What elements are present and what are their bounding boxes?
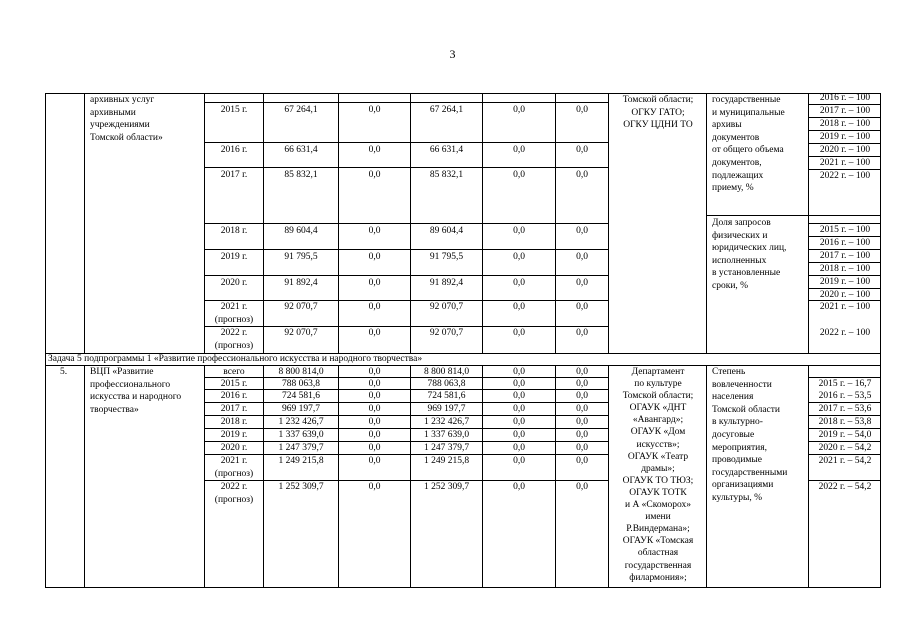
text-line: организациями [712, 480, 774, 491]
federal-cell: 0,0 [368, 404, 381, 414]
total-cell: 788 063,8 [282, 379, 320, 389]
regional-cell: 1 232 426,7 [423, 417, 470, 427]
year-cell: 2017 г. [220, 170, 248, 180]
federal-cell: 0,0 [368, 105, 381, 115]
local-cell: 0,0 [513, 482, 525, 492]
block2-value-8: 2022 г. – 54,2 [818, 482, 872, 492]
block2-value-4: 2018 г. – 53,8 [818, 417, 872, 427]
text-line: и А «Скоморох» [624, 500, 691, 511]
regional-cell: 788 063,8 [427, 379, 466, 389]
block1-value-5: 2020 г. – 100 [819, 145, 871, 155]
other-cell: 0,0 [576, 278, 588, 288]
total-cell: 724 581,6 [282, 391, 320, 401]
federal-cell: 0,0 [368, 391, 381, 401]
local-cell: 0,0 [513, 105, 525, 115]
text-line: государственные [712, 95, 781, 105]
year-label: 2022 г. [220, 482, 248, 492]
block1-indicator2 [712, 217, 786, 293]
regional-cell: 1 252 309,7 [423, 482, 470, 492]
block2-value-5: 2019 г. – 54,0 [818, 430, 872, 440]
text-line: ОГАУК ТО ТЮЗ; [622, 475, 694, 486]
text-line: и муниципальные [712, 107, 785, 118]
other-cell: 0,0 [576, 105, 588, 115]
text-line: в установленные [712, 268, 781, 279]
regional-cell: 1 247 379,7 [423, 443, 470, 453]
federal-cell: 0,0 [368, 278, 381, 288]
block1-value2-5: 2019 г. – 100 [819, 277, 871, 287]
year-cell: 2015 г. [220, 379, 248, 389]
text-line: ОГАУК «Томская [622, 536, 694, 547]
text-line: Департамент [631, 367, 685, 377]
local-cell: 0,0 [513, 302, 525, 312]
text-line: населения [712, 392, 754, 403]
block1-value2-2: 2016 г. – 100 [819, 238, 871, 248]
text-line: Томской области; [622, 391, 694, 402]
text-line: ОГКУ ЦДНИ ТО [623, 120, 693, 131]
local-cell: 0,0 [513, 367, 525, 377]
block2-value-3: 2017 г. – 53,6 [818, 404, 872, 414]
federal-cell: 0,0 [368, 379, 381, 389]
total-cell: 91 795,5 [284, 252, 318, 262]
page-number: 3 [449, 47, 456, 61]
federal-cell: 0,0 [368, 252, 381, 262]
other-cell: 0,0 [576, 482, 588, 492]
other-cell: 0,0 [576, 302, 588, 312]
block1-value-1: 2016 г. – 100 [819, 93, 871, 103]
text-line: культуры, % [712, 492, 763, 503]
forecast-label: (прогноз) [214, 340, 254, 351]
text-line: в культурно- [712, 417, 763, 428]
block1-value-6: 2021 г. – 100 [819, 158, 871, 168]
text-line: Томской области [712, 404, 780, 415]
block2-value-6: 2020 г. – 54,2 [818, 443, 872, 453]
text-line: сроки, % [712, 280, 749, 291]
block1-value2-3: 2017 г. – 100 [819, 251, 871, 261]
other-cell: 0,0 [576, 367, 588, 377]
local-cell: 0,0 [513, 379, 525, 389]
text-line: Степень [712, 367, 746, 377]
federal-cell: 0,0 [368, 367, 381, 377]
regional-cell: 89 604,4 [429, 226, 464, 236]
text-line: ОГАУК «Театр [627, 451, 689, 462]
year-cell: 2019 г. [220, 430, 248, 440]
block1-value2-6: 2020 г. – 100 [819, 290, 871, 300]
local-cell: 0,0 [513, 278, 525, 288]
text-line: ОГКУ ГАТО; [631, 107, 685, 118]
regional-cell: 1 249 215,8 [423, 456, 470, 466]
regional-cell: 724 581,6 [427, 391, 466, 401]
other-cell: 0,0 [576, 328, 588, 338]
other-cell: 0,0 [576, 443, 588, 453]
text-line: мероприятия, [712, 442, 767, 453]
total-cell: 92 070,7 [284, 328, 318, 338]
text-line: приему, % [712, 183, 754, 194]
total-cell: 8 800 814,0 [278, 367, 324, 377]
year-cell: 2018 г. [220, 226, 248, 236]
federal-cell: 0,0 [368, 456, 381, 466]
regional-cell: 67 264,1 [429, 105, 464, 115]
text-line: искусств»; [636, 439, 680, 450]
federal-cell: 0,0 [368, 430, 381, 440]
block2-executor [609, 366, 707, 584]
local-cell: 0,0 [513, 443, 525, 453]
year-cell: 2020 г. [220, 278, 248, 288]
text-line: ВЦП «Развитие [90, 367, 154, 377]
total-cell: 91 892,4 [284, 278, 318, 288]
local-cell: 0,0 [513, 404, 525, 414]
federal-cell: 0,0 [368, 145, 381, 155]
total-cell: 969 197,7 [282, 404, 320, 414]
text-line: вовлеченности [712, 379, 772, 390]
text-line: документов [712, 132, 760, 143]
row-number: 5. [60, 367, 68, 377]
regional-cell: 92 070,7 [429, 302, 464, 312]
year-label: 2021 г. [220, 302, 248, 312]
text-line: государственная [624, 560, 692, 571]
text-line: документов, [712, 157, 762, 168]
local-cell: 0,0 [513, 430, 525, 440]
year-cell: 2017 г. [220, 404, 248, 414]
text-line: имени [645, 512, 671, 523]
text-line: ОГАУК «Дом [630, 427, 686, 438]
text-line: досуговые [712, 429, 755, 440]
text-line: архивы [712, 120, 742, 131]
block2-value-2: 2016 г. – 53,5 [818, 391, 872, 401]
text-line: Томской области» [90, 132, 163, 143]
block1-indicator1 [712, 94, 785, 195]
block1-value-3: 2018 г. – 100 [819, 119, 871, 129]
regional-cell: 92 070,7 [429, 328, 464, 338]
text-line: областная [637, 548, 679, 559]
federal-cell: 0,0 [368, 226, 381, 236]
year-cell [205, 481, 263, 506]
regional-cell: 85 832,1 [429, 170, 464, 180]
total-cell: 92 070,7 [284, 302, 318, 312]
total-cell: 1 249 215,8 [278, 456, 324, 466]
text-line: творчества» [90, 404, 139, 415]
text-line: профессионального [90, 379, 171, 390]
year-cell: 2016 г. [220, 391, 248, 401]
local-cell: 0,0 [513, 170, 525, 180]
year-cell: всего [223, 367, 245, 377]
text-line: физических и [712, 230, 768, 241]
text-line: ОГАУК ТОТК [629, 487, 687, 498]
block2-value-7: 2021 г. – 54,2 [818, 456, 872, 466]
federal-cell: 0,0 [368, 170, 381, 180]
year-cell: 2016 г. [220, 145, 248, 155]
year-cell: 2018 г. [220, 417, 248, 427]
local-cell: 0,0 [513, 252, 525, 262]
year-cell [205, 327, 263, 352]
other-cell: 0,0 [576, 226, 588, 236]
local-cell: 0,0 [513, 328, 525, 338]
total-cell: 1 337 639,0 [278, 430, 324, 440]
regional-cell: 66 631,4 [429, 145, 464, 155]
other-cell: 0,0 [576, 456, 588, 466]
text-line: искусства и народного [90, 392, 182, 403]
text-line: проводимые [712, 455, 763, 466]
other-cell: 0,0 [576, 379, 588, 389]
regional-cell: 969 197,7 [427, 404, 466, 414]
year-cell: 2020 г. [220, 443, 248, 453]
task-heading: Задача 5 подпрограммы 1 «Развитие профессионального искусства и народного творчества» [48, 354, 423, 364]
text-line: архивными [90, 107, 136, 118]
local-cell: 0,0 [513, 417, 525, 427]
other-cell: 0,0 [576, 170, 588, 180]
text-line: государственными [712, 467, 788, 478]
block1-value-2: 2017 г. – 100 [819, 106, 871, 116]
text-line: юридических лиц, [712, 243, 787, 254]
total-cell: 89 604,4 [284, 226, 318, 236]
federal-cell: 0,0 [368, 328, 381, 338]
text-line: филармония»; [629, 572, 687, 583]
block1-value2-7: 2021 г. – 100 [819, 302, 871, 312]
federal-cell: 0,0 [368, 417, 381, 427]
regional-cell: 1 337 639,0 [423, 430, 470, 440]
total-cell: 1 247 379,7 [278, 443, 324, 453]
block1-executor [609, 94, 707, 132]
other-cell: 0,0 [576, 417, 588, 427]
other-cell: 0,0 [576, 404, 588, 414]
year-cell: 2015 г. [220, 105, 248, 115]
local-cell: 0,0 [513, 391, 525, 401]
year-cell: 2019 г. [220, 252, 248, 262]
regional-cell: 91 892,4 [429, 278, 464, 288]
year-cell [205, 455, 263, 480]
block2-indicator [712, 366, 787, 505]
forecast-label: (прогноз) [214, 314, 254, 325]
other-cell: 0,0 [576, 430, 588, 440]
regional-cell: 8 800 814,0 [423, 367, 470, 377]
text-line: ОГАУК «ДНТ [629, 403, 687, 414]
regional-cell: 91 795,5 [429, 252, 464, 262]
text-line: Доля запросов [712, 218, 771, 228]
text-line: учреждениями [90, 120, 150, 131]
text-line: «Авангард»; [632, 415, 684, 426]
block1-service-name [90, 94, 163, 144]
total-cell: 85 832,1 [284, 170, 318, 180]
text-line: Томской области; [622, 95, 694, 105]
other-cell: 0,0 [576, 145, 588, 155]
text-line: исполненных [712, 255, 767, 266]
total-cell: 66 631,4 [284, 145, 318, 155]
other-cell: 0,0 [576, 391, 588, 401]
block2-program-name [90, 366, 181, 416]
block1-value-4: 2019 г. – 100 [819, 132, 871, 142]
local-cell: 0,0 [513, 145, 525, 155]
other-cell: 0,0 [576, 252, 588, 262]
text-line: Р.Виндермана»; [626, 524, 690, 535]
text-line: от общего объема [712, 145, 784, 156]
block1-value2-1: 2015 г. – 100 [819, 225, 871, 235]
forecast-label: (прогноз) [214, 494, 254, 505]
forecast-label: (прогноз) [214, 468, 254, 479]
text-line: архивных услуг [90, 95, 155, 105]
block1-value-7: 2022 г. – 100 [819, 171, 871, 181]
year-label: 2021 г. [220, 456, 248, 466]
year-cell [205, 301, 263, 326]
local-cell: 0,0 [513, 226, 525, 236]
total-cell: 1 232 426,7 [278, 417, 324, 427]
block1-value2-8: 2022 г. – 100 [819, 328, 871, 338]
block2-value-1: 2015 г. – 16,7 [818, 379, 872, 389]
year-label: 2022 г. [220, 328, 248, 338]
total-cell: 1 252 309,7 [278, 482, 324, 492]
total-cell: 67 264,1 [284, 105, 318, 115]
federal-cell: 0,0 [368, 482, 381, 492]
text-line: по культуре [634, 379, 682, 390]
text-line: подлежащих [712, 170, 764, 181]
federal-cell: 0,0 [368, 302, 381, 312]
block1-value2-4: 2018 г. – 100 [819, 264, 871, 274]
federal-cell: 0,0 [368, 443, 381, 453]
local-cell: 0,0 [513, 456, 525, 466]
text-line: драмы»; [641, 463, 675, 474]
